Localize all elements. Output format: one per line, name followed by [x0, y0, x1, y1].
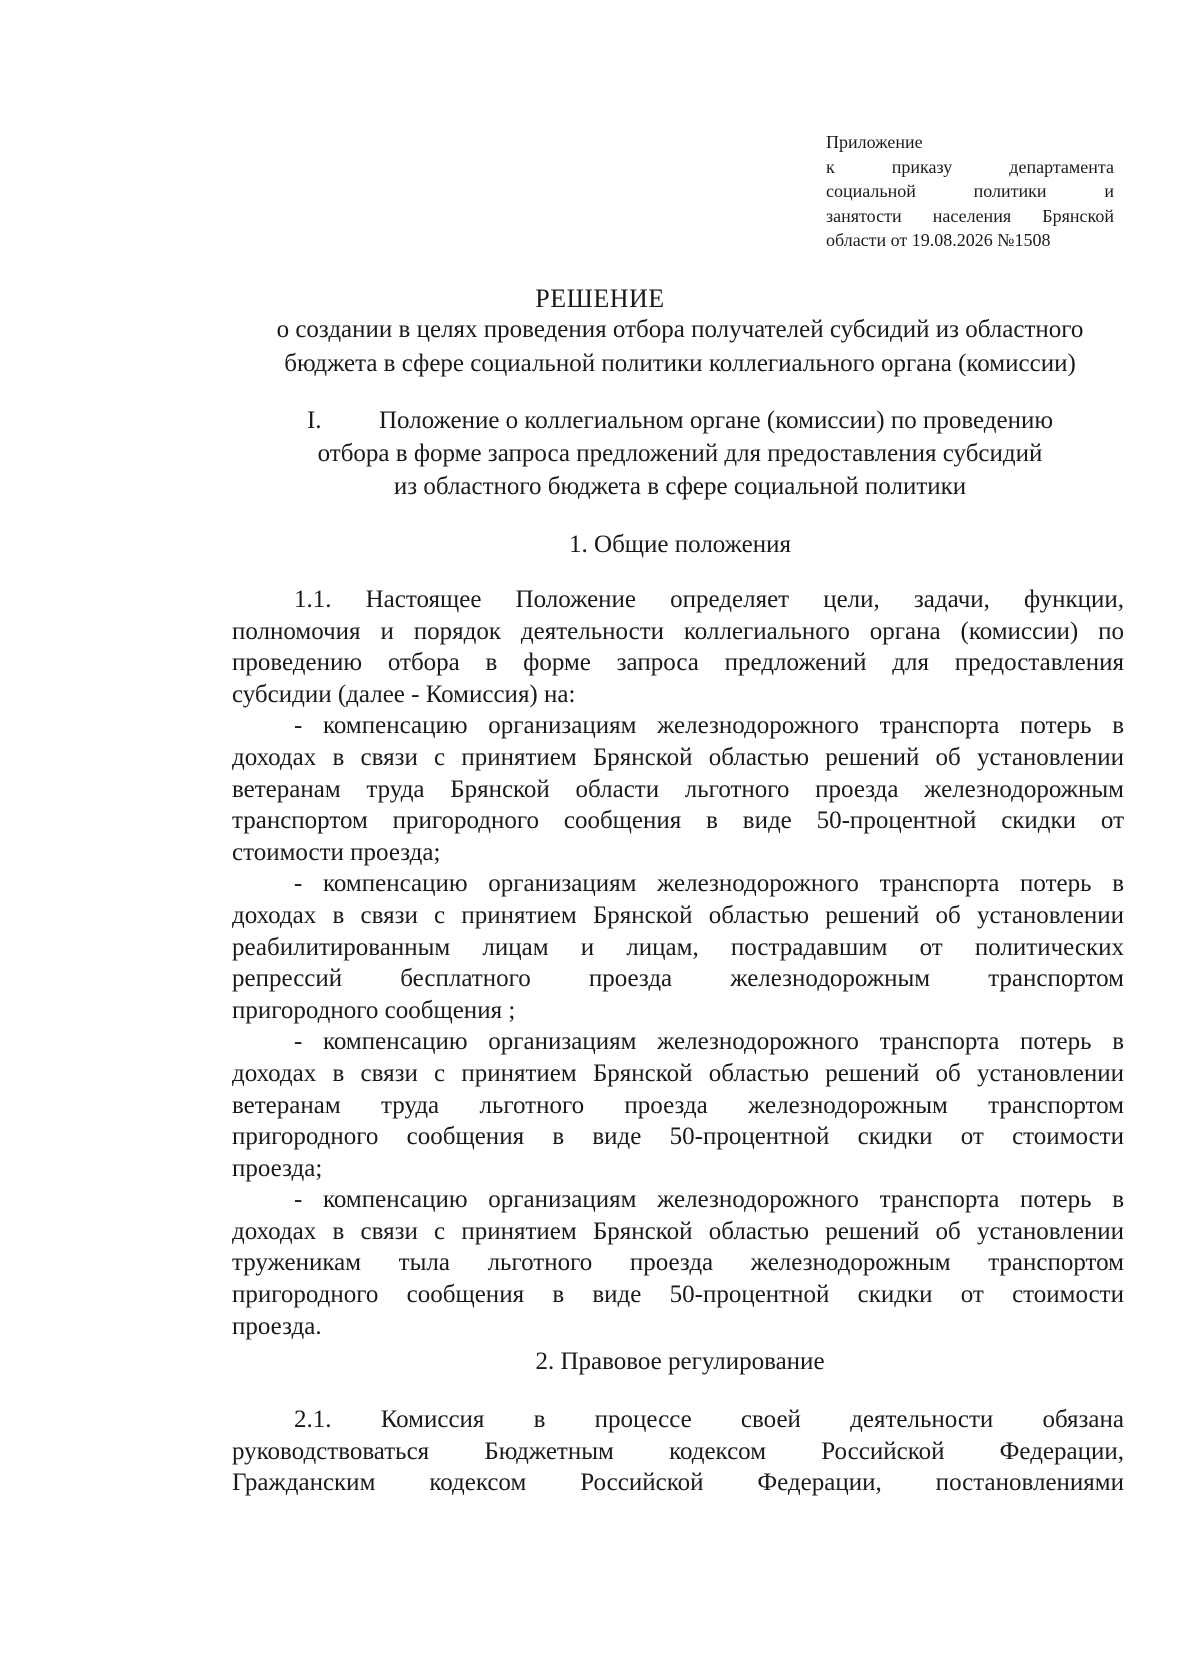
list-item-line: - компенсацию организациям железнодорожного транспорта потерь в [294, 1186, 1124, 1214]
list-item-line: проезда. [232, 1312, 322, 1340]
text-line: руководствоваться Бюджетным кодексом Российской Федерации, [232, 1437, 1124, 1465]
list-item-line: транспортом пригородного сообщения в виде 50-процентной скидки от [232, 807, 1124, 835]
list-item-line: пригородного сообщения в виде 50-процентной скидки от стоимости [232, 1281, 1124, 1309]
list-item-line: - компенсацию организациям железнодорожного транспорта потерь в [294, 870, 1124, 898]
list-item-line: ветеранам труда льготного проезда железнодорожным транспортом [232, 1091, 1124, 1119]
list-item-line: доходах в связи с принятием Брянской областью решений об установлении [232, 901, 1124, 929]
document-subtitle [230, 313, 1130, 381]
text-line: полномочия и порядок деятельности коллегиального органа (комиссии) по [232, 617, 1124, 645]
heading-legal-regulation: 2. Правовое регулирование [535, 1348, 825, 1375]
text-line: Гражданским кодексом Российской Федерации, постановлениями [232, 1469, 1124, 1497]
subtitle-line: бюджета в сфере социальной политики коллегиального органа (комиссии) [284, 350, 1076, 377]
section-one-title: Положение о коллегиальном органе (комиссии) по проведению [378, 407, 1054, 434]
document-title: РЕШЕНИЕ [535, 284, 665, 313]
appendix-line: области от 19.08.2026 №1508 [826, 230, 1051, 250]
text-line: субсидии (далее - Комиссия) на: [232, 680, 576, 708]
paragraph-1-1 [232, 584, 1124, 1342]
section-number: I. [306, 407, 322, 434]
list-item-line: труженикам тыла льготного проезда железнодорожным транспортом [232, 1249, 1124, 1277]
list-item-line: стоимости проезда; [232, 838, 441, 866]
text-line: проведению отбора в форме запроса предложений для предоставления [232, 649, 1124, 677]
subtitle-line: о создании в целях проведения отбора получателей субсидий из областного [276, 316, 1084, 343]
list-item-line: проезда; [232, 1154, 323, 1182]
list-item-line: доходах в связи с принятием Брянской областью решений об установлении [232, 743, 1124, 771]
appendix-line: социальной политики и [826, 181, 1114, 201]
section-one-heading [230, 404, 1130, 503]
section-one-line: из областного бюджета в сфере социальной политики [393, 473, 967, 500]
section-one-line: отбора в форме запроса предложений для предоставления субсидий [317, 440, 1043, 467]
list-item-line: репрессий бесплатного проезда железнодорожным транспортом [232, 965, 1124, 993]
list-item-line: реабилитированным лицам и лицам, пострадавшим от политических [232, 933, 1124, 961]
list-item-line: - компенсацию организациям железнодорожного транспорта потерь в [294, 712, 1124, 740]
section-one-line [230, 404, 1130, 437]
appendix-line: Приложение [826, 132, 923, 152]
text-line: 1.1. Настоящее Положение определяет цели, задачи, функции, [294, 586, 1124, 613]
list-item-line: доходах в связи с принятием Брянской областью решений об установлении [232, 1217, 1124, 1245]
text-line: 2.1. Комиссия в процессе своей деятельности обязана [294, 1406, 1124, 1433]
list-item-line: ветеранам труда Брянской области льготного проезда железнодорожным [232, 775, 1124, 803]
heading-general-provisions: 1. Общие положения [569, 531, 791, 558]
list-item-line: пригородного сообщения в виде 50-процентной скидки от стоимости [232, 1123, 1124, 1151]
list-item-line: доходах в связи с принятием Брянской областью решений об установлении [232, 1059, 1124, 1087]
appendix-block [826, 130, 1114, 253]
list-item-line: пригородного сообщения ; [232, 996, 516, 1024]
paragraph-2-1 [232, 1404, 1124, 1499]
appendix-line: к приказу департамента [826, 156, 1114, 177]
appendix-line: занятости населения Брянской [826, 205, 1114, 226]
list-item-line: - компенсацию организациям железнодорожного транспорта потерь в [294, 1028, 1124, 1056]
